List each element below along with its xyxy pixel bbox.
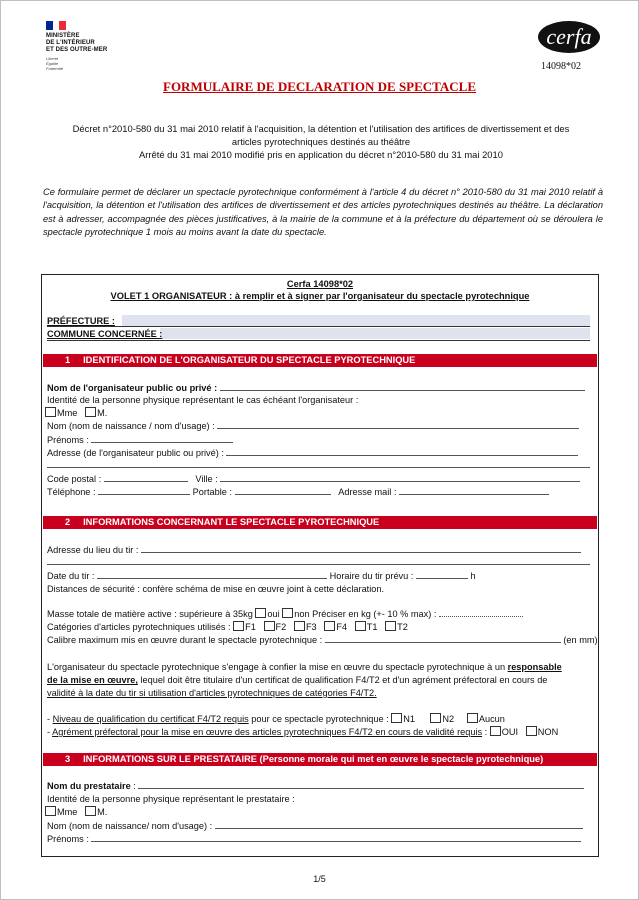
organizer-lastname-label: Nom (nom de naissance / nom d'usage) : bbox=[47, 421, 215, 431]
organizer-address-line-2[interactable] bbox=[47, 467, 590, 468]
checkbox-m[interactable] bbox=[85, 407, 96, 417]
provider-lastname-label: Nom (nom de naissance/ nom d'usage) : bbox=[47, 821, 213, 831]
postal-code-input[interactable] bbox=[104, 473, 188, 482]
engagement-validite: validité à la date du tir bbox=[47, 688, 137, 698]
provider-firstname-label: Prénoms : bbox=[47, 834, 89, 844]
checkbox-n2[interactable] bbox=[430, 713, 441, 723]
label-aucun: Aucun bbox=[478, 714, 505, 724]
organizer-address-row bbox=[47, 447, 595, 459]
qualification-level-suffix: pour ce spectacle pyrotechnique : bbox=[248, 714, 389, 724]
engagement-mise-en-oeuvre: de la mise en œuvre, bbox=[47, 675, 138, 685]
mass-label: Masse totale de matière active : supérieure à 35kg bbox=[47, 609, 253, 619]
decree-line-1: Décret n°2010-580 du 31 mai 2010 relatif à l'acquisition, la détention et l'utilisation des artifices de divertissement et des bbox=[72, 123, 570, 134]
checkbox-f3[interactable] bbox=[294, 621, 305, 631]
provider-checkbox-mme[interactable] bbox=[45, 806, 56, 816]
engagement-line-2 bbox=[47, 674, 595, 686]
organizer-firstname-row bbox=[47, 434, 595, 446]
mobile-label: Portable : bbox=[192, 487, 232, 497]
mobile-input[interactable] bbox=[235, 486, 331, 495]
caliber-label: Calibre maximum mis en œuvre durant le spectacle pyrotechnique : bbox=[47, 635, 323, 645]
organizer-firstname-input[interactable] bbox=[91, 434, 233, 443]
organizer-name-input[interactable] bbox=[220, 382, 585, 391]
box-cerfa-number: Cerfa 14098*02 bbox=[286, 279, 354, 289]
provider-name-row: Nom du prestataire : bbox=[47, 780, 595, 792]
checkbox-aucun[interactable] bbox=[467, 713, 478, 723]
volet-title: VOLET 1 ORGANISATEUR : à remplir et à signer par l'organisateur du spectacle pyrotechnique bbox=[110, 291, 530, 301]
checkbox-f2[interactable] bbox=[264, 621, 275, 631]
ministry-logo bbox=[46, 21, 136, 71]
categories-row bbox=[47, 621, 595, 633]
engagement-line-1 bbox=[47, 661, 595, 673]
checkbox-f1[interactable] bbox=[233, 621, 244, 631]
shot-address-line-2[interactable] bbox=[47, 564, 590, 565]
label-n1: N1 bbox=[403, 714, 415, 724]
mass-non-label: non Préciser en kg (+- 10 % max) : bbox=[294, 609, 437, 619]
section-1-number: 1 bbox=[65, 355, 71, 365]
engagement-text-1: L'organisateur du spectacle pyrotechnique s'engage à confier la mise en œuvre du spectacle pyrotechnique à un bbox=[47, 662, 506, 672]
label-mme: Mme bbox=[57, 408, 78, 418]
agreement-label: Agrément préfectoral pour la mise en œuvre des articles pyrotechniques F4/T2 en cours de validité requis bbox=[52, 727, 483, 737]
label-agreement-oui: OUI bbox=[501, 727, 519, 737]
label-t1: T1 bbox=[366, 622, 378, 632]
decree-line-3: Arrêté du 31 mai 2010 modifié pris en application du décret n°2010-580 du 31 mai 2010 bbox=[139, 149, 503, 160]
provider-lastname-row bbox=[47, 820, 595, 832]
organizer-name-label: Nom de l'organisateur public ou privé : bbox=[47, 383, 218, 393]
section-3-number: 3 bbox=[65, 754, 71, 764]
provider-checkbox-m[interactable] bbox=[85, 806, 96, 816]
commune-label: COMMUNE CONCERNÉE : bbox=[47, 329, 163, 339]
mass-non-checkbox[interactable] bbox=[282, 608, 293, 618]
label-f1: F1 bbox=[245, 622, 256, 632]
qualification-level-row: - Niveau de qualification du certificat F4/T2 requis pour ce spectacle pyrotechnique : N1 N2 Aucun bbox=[47, 714, 505, 724]
shot-address-row bbox=[47, 544, 595, 556]
postal-code-label: Code postal : bbox=[47, 474, 102, 484]
ministry-line-2: DE L'INTÉRIEUR bbox=[46, 40, 95, 46]
engagement-line-3 bbox=[47, 687, 595, 699]
organizer-name-row bbox=[47, 382, 595, 394]
shot-date-input[interactable] bbox=[97, 570, 327, 579]
form-number: 14098*02 bbox=[541, 61, 581, 72]
phone-input[interactable] bbox=[98, 486, 190, 495]
shot-address-label: Adresse du lieu du tir : bbox=[47, 545, 139, 555]
checkbox-t2[interactable] bbox=[385, 621, 396, 631]
provider-civility-row bbox=[45, 806, 593, 818]
organizer-phone-row bbox=[47, 486, 595, 498]
mass-row bbox=[47, 608, 595, 620]
qualification-level-label: Niveau de qualification du certificat F4/T2 requis bbox=[52, 714, 249, 724]
ministry-line-3: ET DES OUTRE-MER bbox=[46, 47, 108, 53]
checkbox-t1[interactable] bbox=[355, 621, 366, 631]
section-2-number: 2 bbox=[65, 517, 71, 527]
checkbox-agreement-oui[interactable] bbox=[490, 726, 501, 736]
hour-unit: h bbox=[470, 571, 476, 581]
intro-paragraph: Ce formulaire permet de déclarer un spectacle pyrotechnique conformément à l'article 4 du décret n° 2010-580 du 31 mai 2010 relatif à l'acquisition, la détention et l'utilisation des artifices de divertissement et des articles pyrotechniques destinés au théâtre. La déclaration est à adresser, accompagnée des pièces justificatives, à la mairie de la commune et à la préfecture du département où se déroulera le spectacle pyrotechnique 1 mois au moins avant la date du spectacle. bbox=[43, 187, 603, 237]
phone-label: Téléphone : bbox=[47, 487, 96, 497]
label-f3: F3 bbox=[305, 622, 317, 632]
prefecture-label: PRÉFECTURE : bbox=[47, 316, 115, 326]
checkbox-agreement-non[interactable] bbox=[526, 726, 537, 736]
mass-kg-input[interactable] bbox=[439, 608, 523, 617]
section-1-title: IDENTIFICATION DE L'ORGANISATEUR DU SPECTACLE PYROTECHNIQUE bbox=[83, 355, 416, 365]
cerfa-logo: cerfa bbox=[538, 21, 600, 53]
shot-time-label: Horaire du tir prévu : bbox=[329, 571, 414, 581]
provider-lastname-input[interactable] bbox=[215, 820, 583, 829]
french-flag-icon bbox=[46, 21, 66, 30]
checkbox-n1[interactable] bbox=[391, 713, 402, 723]
checkbox-mme[interactable] bbox=[45, 407, 56, 417]
motto-egalite: Égalité bbox=[46, 61, 59, 66]
provider-firstname-input[interactable] bbox=[91, 833, 581, 842]
provider-name-label: Nom du prestataire bbox=[47, 781, 131, 791]
organizer-postal-row bbox=[47, 473, 595, 485]
shot-date-label: Date du tir : bbox=[47, 571, 95, 581]
organizer-lastname-input[interactable] bbox=[217, 420, 579, 429]
decree-references bbox=[41, 122, 601, 161]
email-label: Adresse mail : bbox=[338, 487, 397, 497]
organizer-civility-row bbox=[45, 407, 593, 419]
section-3-header bbox=[43, 753, 597, 766]
label-n2: N2 bbox=[442, 714, 455, 724]
city-label: Ville : bbox=[195, 474, 218, 484]
categories-label: Catégories d'articles pyrotechniques utilisés : bbox=[47, 622, 231, 632]
motto-liberte: Liberté bbox=[46, 56, 59, 61]
organizer-address-input[interactable] bbox=[226, 447, 578, 456]
organizer-identity-label: Identité de la personne physique représentant le cas échéant l'organisateur : bbox=[47, 395, 359, 405]
provider-label-mme: Mme bbox=[57, 807, 78, 817]
label-agreement-non: NON bbox=[537, 727, 559, 737]
email-input[interactable] bbox=[399, 486, 549, 495]
caliber-unit: (en mm) bbox=[563, 635, 598, 645]
caliber-input[interactable] bbox=[325, 634, 561, 643]
label-t2: T2 bbox=[397, 622, 408, 632]
shot-time-input[interactable] bbox=[416, 570, 468, 579]
decree-line-2: articles pyrotechniques destinés au théâtre bbox=[231, 136, 411, 147]
provider-firstname-row bbox=[47, 833, 595, 845]
section-2-header bbox=[43, 516, 597, 529]
city-input[interactable] bbox=[220, 473, 580, 482]
organizer-address-label: Adresse (de l'organisateur public ou privé) : bbox=[47, 448, 224, 458]
safety-distances-text: Distances de sécurité : confère schéma de mise en œuvre joint à cette déclaration. bbox=[47, 584, 385, 594]
provider-name-input[interactable] bbox=[138, 780, 584, 789]
agreement-row: - Agrément préfectoral pour la mise en œuvre des articles pyrotechniques F4/T2 en cours de validité requis : OUI NON bbox=[47, 727, 559, 737]
shot-address-input[interactable] bbox=[141, 544, 581, 553]
section-1-header bbox=[43, 354, 597, 367]
page-title: FORMULAIRE DE DECLARATION DE SPECTACLE bbox=[163, 79, 476, 94]
caliber-row bbox=[47, 634, 598, 646]
engagement-responsable: responsable bbox=[507, 662, 562, 672]
section-3-title: INFORMATIONS SUR LE PRESTATAIRE (Personne morale qui met en œuvre le spectacle pyrotechnique) bbox=[83, 754, 544, 764]
form-box bbox=[41, 274, 599, 857]
label-m: M. bbox=[97, 408, 108, 418]
engagement-text-3: si utilisation d'articles pyrotechniques de catégories F4/T2. bbox=[136, 688, 377, 698]
page-number: 1/5 bbox=[313, 874, 326, 884]
provider-identity-label: Identité de la personne physique représentant le prestataire : bbox=[47, 794, 295, 804]
ministry-line-1: MINISTÈRE bbox=[46, 33, 80, 39]
section-2-title: INFORMATIONS CONCERNANT LE SPECTACLE PYROTECHNIQUE bbox=[83, 517, 380, 527]
label-f2: F2 bbox=[275, 622, 287, 632]
provider-label-m: M. bbox=[97, 807, 108, 817]
engagement-text-2: lequel doit être titulaire d'un certificat de qualification F4/T2 et d'un agrément préfectoral en cours de bbox=[137, 675, 548, 685]
organizer-lastname-row bbox=[47, 420, 595, 432]
label-f4: F4 bbox=[336, 622, 348, 632]
mass-oui-checkbox[interactable] bbox=[255, 608, 266, 618]
checkbox-f4[interactable] bbox=[324, 621, 335, 631]
motto-fraternite: Fraternité bbox=[46, 66, 64, 71]
mass-oui-label: oui bbox=[267, 609, 280, 619]
organizer-firstname-label: Prénoms : bbox=[47, 435, 89, 445]
shot-date-row bbox=[47, 570, 595, 582]
